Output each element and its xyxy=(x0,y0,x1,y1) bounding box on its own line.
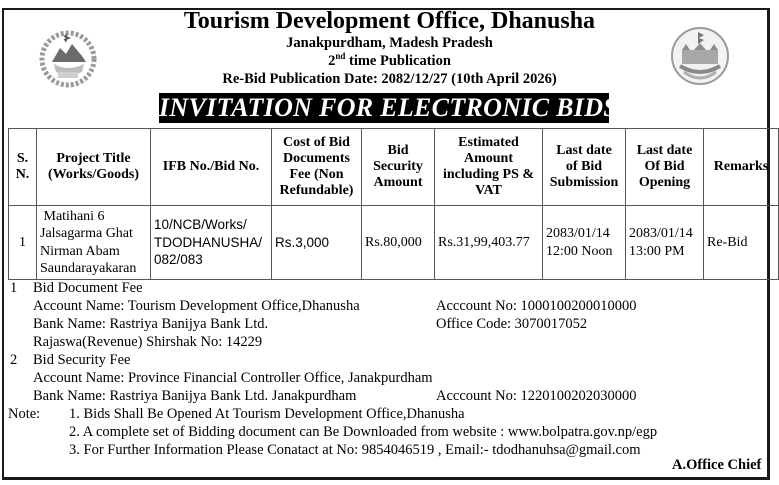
notes-label: Note: xyxy=(8,406,41,422)
cell-submission-date: 2083/01/14 12:00 Noon xyxy=(543,206,626,280)
fee-2-account-no: Acccount No: 1220100202030000 xyxy=(436,388,637,404)
fee-2-bank-name: Bank Name: Rastriya Banijya Bank Ltd. Janakpurdham xyxy=(33,388,357,404)
publication-count xyxy=(0,53,779,70)
header-remarks: Remarks xyxy=(704,129,779,206)
header-sn: S. N. xyxy=(9,129,37,206)
fee-1-revenue-head: Rajaswa(Revenue) Shirshak No: 14229 xyxy=(33,334,263,350)
fee-2-number: 2 xyxy=(10,352,18,368)
table-row xyxy=(9,206,779,280)
office-title: Tourism Development Office, Dhanusha xyxy=(183,8,596,34)
cell-sn: 1 xyxy=(9,206,37,280)
publication-ordinal-suffix: nd xyxy=(335,51,346,61)
invitation-banner: INVITATION FOR ELECTRONIC BIDS xyxy=(159,93,619,122)
note-item-2: 2. A complete set of Bidding document can Be Downloaded from website : www.bolpatra.gov.np/egp xyxy=(69,424,658,440)
fee-1-bank-name: Bank Name: Rastriya Banijya Bank Ltd. xyxy=(33,316,269,332)
cell-ifb-no: 10/NCB/Works/ TDODHANUSHA/ 082/083 xyxy=(151,206,272,280)
signature-office-chief: A.Office Chief xyxy=(672,457,762,473)
header-ifb-no: IFB No./Bid No. xyxy=(151,129,272,206)
header-submission-date: Last date of Bid Submission xyxy=(543,129,626,206)
note-item-3: 3. For Further Information Please Conatact at No: 9854046519 , Email:- tdodhanuhsa@gmail.com xyxy=(69,442,641,458)
fee-1-account-name: Account Name: Tourism Development Office,Dhanusha xyxy=(33,298,360,314)
cell-project-title: Matihani 6 Jalsagarma Ghat Nirman Abam Saundarayakaran xyxy=(37,206,151,280)
cell-estimated-amount: Rs.31,99,403.77 xyxy=(435,206,543,280)
cell-bid-security: Rs.80,000 xyxy=(362,206,435,280)
fee-1-number: 1 xyxy=(10,280,18,296)
bids-table xyxy=(8,128,779,280)
header-opening-date: Last date Of Bid Opening xyxy=(626,129,704,206)
fee-2-account-name: Account Name: Province Financial Controller Office, Janakpurdham xyxy=(33,370,433,386)
header-document-fee: Cost of Bid Documents Fee (Non Refundable) xyxy=(272,129,362,206)
header-project-title: Project Title (Works/Goods) xyxy=(37,129,151,206)
fee-1-office-code: Office Code: 3070017052 xyxy=(436,316,588,332)
rebid-publication-date: Re-Bid Publication Date: 2082/12/27 (10th April 2026) xyxy=(222,71,557,87)
cell-opening-date: 2083/01/14 13:00 PM xyxy=(626,206,704,280)
cell-remarks: Re-Bid xyxy=(704,206,779,280)
header-bid-security: Bid Security Amount xyxy=(362,129,435,206)
header-estimated-amount: Estimated Amount including PS & VAT xyxy=(435,129,543,206)
publication-ordinal: 2 xyxy=(328,53,336,69)
office-location: Janakpurdham, Madesh Pradesh xyxy=(286,35,493,51)
fee-1-account-no: Acccount No: 1000100200010000 xyxy=(436,298,637,314)
cell-document-fee: Rs.3,000 xyxy=(272,206,362,280)
table-header-row xyxy=(9,129,779,206)
note-item-1: 1. Bids Shall Be Opened At Tourism Development Office,Dhanusha xyxy=(69,406,465,422)
fee-1-title: Bid Document Fee xyxy=(33,280,143,296)
publication-label: time Publication xyxy=(345,53,451,69)
fee-2-title: Bid Security Fee xyxy=(33,352,131,368)
